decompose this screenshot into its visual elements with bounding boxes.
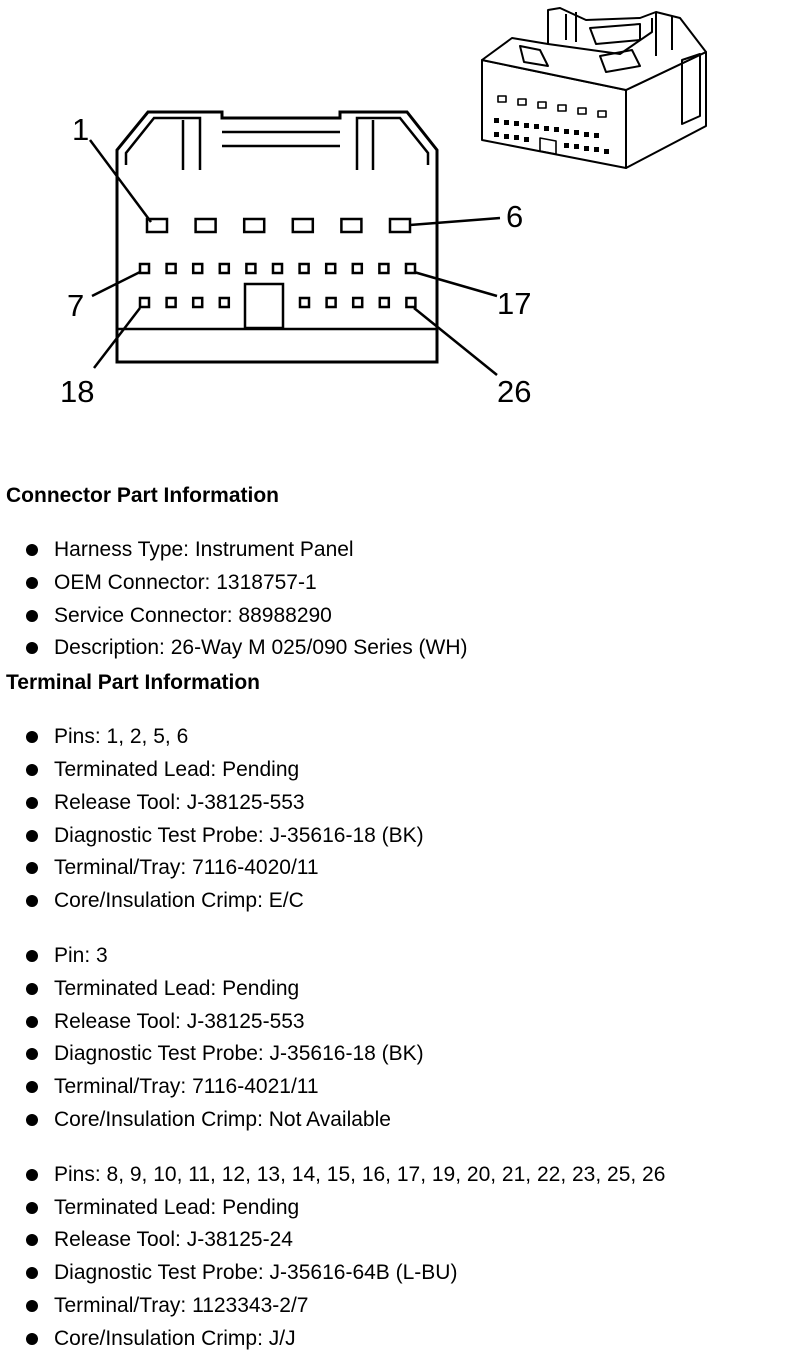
list-item: Pin: 3 xyxy=(6,940,796,973)
pin-cavity-small xyxy=(406,298,415,307)
list-item: Terminated Lead: Pending xyxy=(6,1192,796,1225)
pin-cavity-large xyxy=(390,219,410,232)
list-item: Terminated Lead: Pending xyxy=(6,973,796,1006)
list-item: Release Tool: J-38125-24 xyxy=(6,1224,796,1257)
list-item: Terminal/Tray: 7116-4021/11 xyxy=(6,1071,796,1104)
leader-pin-26 xyxy=(414,308,497,375)
pin-cavity-small xyxy=(380,298,389,307)
list-item: Core/Insulation Crimp: J/J xyxy=(6,1323,796,1356)
list-item: Diagnostic Test Probe: J-35616-18 (BK) xyxy=(6,820,796,853)
callout-pin-6: 6 xyxy=(506,199,524,234)
pin-cavity-small xyxy=(406,264,415,273)
list-item: Core/Insulation Crimp: Not Available xyxy=(6,1104,796,1137)
connector-part-heading: Connector Part Information xyxy=(6,484,280,507)
connector-face xyxy=(117,112,437,362)
pin-cavities xyxy=(140,219,415,307)
callout-pin-1: 1 xyxy=(72,112,90,147)
pin-cavity-large xyxy=(293,219,313,232)
leader-pin-17 xyxy=(414,272,497,296)
list-item: Harness Type: Instrument Panel xyxy=(6,534,796,567)
list-item: Core/Insulation Crimp: E/C xyxy=(6,885,796,918)
pin-cavity-small xyxy=(167,298,176,307)
pin-cavity-small xyxy=(300,264,309,273)
list-item: OEM Connector: 1318757-1 xyxy=(6,567,796,600)
connector-3d-view xyxy=(482,8,706,168)
pin-cavity-small xyxy=(353,298,362,307)
pin-cavity-small xyxy=(353,264,362,273)
pin-cavity-large xyxy=(341,219,361,232)
terminal-group-3 xyxy=(6,1159,796,1356)
pin-cavity-small xyxy=(326,264,335,273)
terminal-group-2 xyxy=(6,940,796,1137)
pin-cavity-small xyxy=(140,298,149,307)
callout-pin-7: 7 xyxy=(67,288,85,323)
part-information xyxy=(6,478,796,1356)
list-item: Description: 26-Way M 025/090 Series (WH) xyxy=(6,632,796,665)
pin-cavity-small xyxy=(379,264,388,273)
list-item: Terminal/Tray: 7116-4020/11 xyxy=(6,852,796,885)
pin-cavity-small xyxy=(193,264,202,273)
list-item: Diagnostic Test Probe: J-35616-18 (BK) xyxy=(6,1038,796,1071)
pin-cavity-large xyxy=(196,219,216,232)
terminal-part-heading: Terminal Part Information xyxy=(6,671,260,695)
callout-pin-18: 18 xyxy=(60,374,95,409)
leader-pin-1 xyxy=(90,140,151,222)
connector-diagram xyxy=(0,0,800,430)
pin-cavity-small xyxy=(327,298,336,307)
list-item: Pins: 1, 2, 5, 6 xyxy=(6,721,796,754)
pin-cavity-small xyxy=(167,264,176,273)
pin-cavity-small xyxy=(140,264,149,273)
list-item: Terminated Lead: Pending xyxy=(6,754,796,787)
callout-pin-17: 17 xyxy=(497,286,532,321)
list-item: Pins: 8, 9, 10, 11, 12, 13, 14, 15, 16, 17, 19, 20, 21, 22, 23, 25, 26 xyxy=(6,1159,796,1192)
pin-cavity-large xyxy=(244,219,264,232)
pin-cavity-small xyxy=(220,298,229,307)
terminal-group-1 xyxy=(6,721,796,918)
pin-cavity-small xyxy=(220,264,229,273)
list-item: Release Tool: J-38125-553 xyxy=(6,1006,796,1039)
pin-cavity-small xyxy=(246,264,255,273)
leader-pin-6 xyxy=(410,218,500,225)
list-item: Diagnostic Test Probe: J-35616-64B (L-BU) xyxy=(6,1257,796,1290)
pin-cavity-small xyxy=(273,264,282,273)
callout-pin-26: 26 xyxy=(497,374,532,409)
list-item: Service Connector: 88988290 xyxy=(6,600,796,633)
pin-cavity-small xyxy=(300,298,309,307)
list-item: Release Tool: J-38125-553 xyxy=(6,787,796,820)
connector-part-list xyxy=(6,534,796,665)
list-item: Terminal/Tray: 1123343-2/7 xyxy=(6,1290,796,1323)
pin-cavity-small xyxy=(193,298,202,307)
